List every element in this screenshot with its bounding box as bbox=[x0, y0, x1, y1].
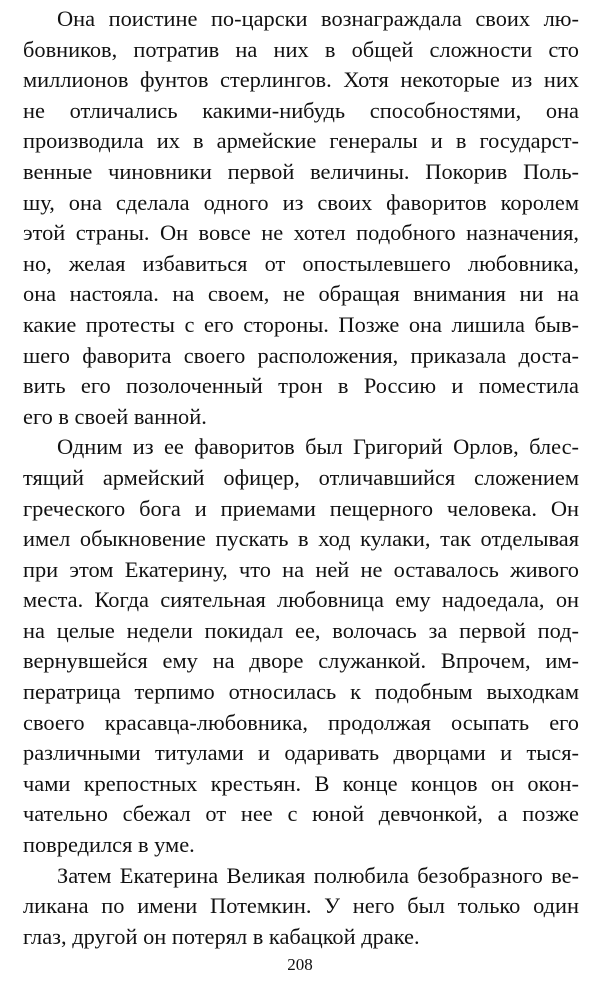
text-line: тящий армейский офицер, отличавшийся сложением bbox=[23, 464, 579, 490]
text-line: чательно сбежал от нее с юной девчонкой, а позже bbox=[23, 801, 579, 827]
text-line: шего фаворита своего расположения, приказала доста- bbox=[23, 342, 579, 368]
text-line: какие протесты с его стороны. Позже она лишила быв- bbox=[23, 311, 579, 337]
text-line: она настояла. на своем, не обращая внимания ни на bbox=[23, 281, 579, 307]
text-line: своего красавца-любовника, продолжая осыпать его bbox=[23, 709, 579, 735]
text-line: вить его позолоченный трон в Россию и поместила bbox=[23, 373, 579, 399]
text-line: греческого бога и приемами пещерного человека. Он bbox=[23, 495, 579, 521]
text-line: этой страны. Он вовсе не хотел подобного назначения, bbox=[23, 220, 579, 246]
text-line: места. Когда сиятельная любовница ему надоедала, он bbox=[23, 587, 579, 613]
text-line: имел обыкновение пускать в ход кулаки, так отделывая bbox=[23, 526, 579, 552]
paragraph-1 bbox=[23, 4, 579, 432]
text-line: Одним из ее фаворитов был Григорий Орлов, блес- bbox=[57, 434, 579, 460]
text-line: производила их в армейские генералы и в государст- bbox=[23, 128, 579, 154]
text-line: на целые недели покидал ее, волочась за первой под- bbox=[23, 617, 579, 643]
text-line: повредился в уме. bbox=[23, 832, 195, 858]
text-line: его в своей ванной. bbox=[23, 403, 207, 429]
text-line: ликана по имени Потемкин. У него был только один bbox=[23, 893, 579, 919]
text-line: ператрица терпимо относилась к подобным выходкам bbox=[23, 679, 579, 705]
text-line: различными титулами и одаривать дворцами и тыся- bbox=[23, 740, 579, 766]
text-line: Затем Екатерина Великая полюбила безобразного ве- bbox=[57, 862, 579, 888]
text-line: глаз, другой он потерял в кабацкой драке. bbox=[23, 923, 420, 949]
text-line: чами крепостных крестьян. В конце концов он окон- bbox=[23, 770, 579, 796]
text-line: при этом Екатерину, что на ней не оставалось живого bbox=[23, 556, 579, 582]
text-line: бовников, потратив на них в общей сложности сто bbox=[23, 36, 579, 62]
text-line: венные чиновники первой величины. Покорив Поль- bbox=[23, 158, 579, 184]
text-line: миллионов фунтов стерлингов. Хотя некоторые из них bbox=[23, 67, 579, 93]
paragraph-2 bbox=[23, 432, 579, 860]
paragraph-3 bbox=[23, 861, 579, 953]
text-line: но, желая избавиться от опостылевшего любовника, bbox=[23, 250, 579, 276]
text-line: вернувшейся ему на дворе служанкой. Впрочем, им- bbox=[23, 648, 579, 674]
text-line: не отличались какими-нибудь способностями, она bbox=[23, 97, 579, 123]
text-line: Она поистине по-царски вознаграждала своих лю- bbox=[57, 6, 579, 31]
page-number: 208 bbox=[287, 955, 313, 974]
text-line: шу, она сделала одного из своих фаворитов королем bbox=[23, 189, 579, 215]
